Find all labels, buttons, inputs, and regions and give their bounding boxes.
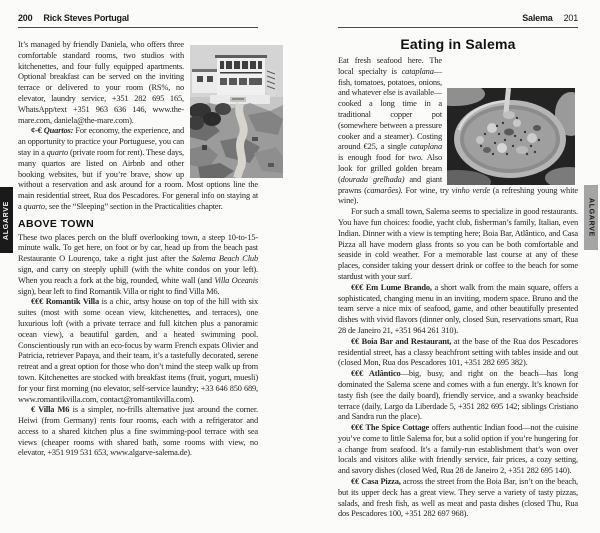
paragraph: € Villa M6 is a simpler, no-frills alternative just around the corner. Heiwi (from Germany) rents four rooms, each with a refrigerator and access to a shared kitchen plus a fine swimming-pool terrace with sea views (cheaper rooms with shared bath, some rooms with view, no elevator, +351 919 531 653, www.algarve-salema.de). [18, 405, 258, 458]
chapter-title: Salema [522, 13, 553, 23]
algarve-tab-right-label: ALGARVE [587, 198, 595, 237]
page-number-right: 201 [563, 13, 578, 23]
paragraph: For such a small town, Salema seems to specialize in good restaurants. You have fun choices: foodie, yacht club, fisherman’s family, Italian, even Indian. Dinner with a view is tempting here; Boia Bar, Atlântico, and Casa Pizza all have modern glass fronts so you can be both comfortable and seaside in cold weather. For a memorable last course at any of these places, consider taking your dessert drink or coffee to the beach for some stardust with your surf. [338, 207, 578, 281]
paragraph: €€ Casa Pizza, across the street from the Boia Bar, isn’t on the beach, but its upper deck has a great view. They serve a variety of tasty pizzas, salads, and fresh fish, as well as meat and pasta dishes (closed Thu, Rua dos Pescadores 100, +351 282 697 968). [338, 477, 578, 519]
paragraph: €€ Boia Bar and Restaurant, at the base of the Rua dos Pescadores residential street, has a classy beachfront setting with tables inside and out (closed Mon, Rua dos Pescadores 101, +351 282 695 382). [338, 336, 578, 368]
algarve-tab-right [584, 185, 598, 250]
algarve-tab-left-label: ALGARVE [3, 200, 10, 240]
paragraph: ¢-€ Quartos: For economy, the experience, and an opportunity to practice your Portuguese, you can stay in a quarto (private room for rent). These days, many quartos are listed on Airbnb and other booking websites, but if you’re brave, show up without a reservation and ask around for a room. Most options line the main residential street, Rua dos Pescadores. For general info on staying at a quarto, see the “Sleeping” section in the Practicalities chapter. [18, 126, 258, 211]
paragraph: €€€ Em Lume Brando, a short walk from the main square, offers a sophisticated, changing menu in an inviting, modern space. Bruno and the team serve a nice mix of seafood, game, and other beautifully presented dishes with vivid flavors (dinner only, closed Sun, reservations smart, Rua 28 de Janeiro 21, +351 964 261 310). [338, 282, 578, 335]
section-heading: ABOVE TOWN [18, 217, 95, 230]
paragraph: It’s managed by friendly Daniela, who offers three comfortable standard rooms, two studios with kitchenettes, and four fully equipped apartments. Optional breakfast can be served on the inviting terrace or delivered to your room (RS%, no elevator, laundry service, +351 282 695 165, WhatsApp/text +351 963 636 146, www.the-mare.com, daniela@the-mare.com). [18, 40, 184, 125]
book-title: Rick Steves Portugal [43, 13, 129, 23]
algarve-tab-left [0, 187, 13, 253]
paragraph: €€€ Romantik Villa is a chic, artsy house on top of the hill with six suites (most with some ocean view, kitchenettes, and terraces), one luxurious loft (with a private terrace and full kitchen plus a panoramic ocean view), a beautiful garden, and a heated swimming pool. Conscientiously run with an eco-focus by warm French expats Olivier and Patricia, retriever Papaya, and their team, it’s a tastefully decorated, serene retreat and a great option for those who don’t mind the steep walk up from town. Kitchenettes are stocked with breakfast items (fruit, yogurt, muesli) for your first morning (no elevator, self-service laundry; +33 646 850 689, www.romantikvilla.com, contact@romantikvilla.com). [18, 297, 258, 404]
running-header-left [18, 13, 258, 28]
paragraph: Eat fresh seafood here. The local specialty is cataplana—fish, tomatoes, potatoes, onions, and whatever else is available—cooked a long time in a traditional copper pot (somewhere between a pressure cooker and a steamer). Costing around €25, a single cataplana is enough food for two. Also look for grilled golden bream (dourada grelhada) and giant prawns (camarões). For wine, try vinho verde (a refreshing young white wine). [338, 56, 578, 206]
paragraph: €€€ Atlântico—big, busy, and right on the beach—has long dominated the Salema scene and comes with a fun energy. It’s known for tasty fish (see the daily board), friendly service, and a swanky beachside terrace (daily, Largo da Liberdade 5, +351 282 695 142; siblings Cristiano and Sandra run the place). [338, 369, 578, 422]
page-right [300, 0, 600, 533]
page-number-left: 200 [18, 13, 33, 23]
page-title: Eating in Salema [400, 36, 516, 52]
villa-photo-art [190, 45, 283, 178]
paragraph: These two places perch on the bluff overlooking town, a steep 10-to-15-minute walk. To get here, on foot or by car, head up from the beach past Restaurante O Lourenço, take a right just after the Salema Beach Club sign, and carry on steeply uphill (with the white condos on your left). When you reach a fork at the big, rounded, white wall (and Villa Oceanis sign), bear left to find Romantik Villa or right to find Villa M6. [18, 232, 258, 296]
cataplana-photo [447, 88, 575, 185]
paragraph: €€€ The Spice Cottage offers authentic Indian food—not the cuisine you’ve come to little Salema for, but a solid option if you’re hungering for a change from seafood. It’s a family-run establishment that’s won over locals and visitors alike with friendly service, fair prices, a cozy setting, and savory dishes (closed Wed, Rua 28 de Janeiro 2, +351 282 695 140). [338, 423, 578, 476]
cataplana-photo-art [447, 88, 575, 185]
running-header-right [338, 13, 578, 28]
villa-photo [190, 45, 283, 178]
